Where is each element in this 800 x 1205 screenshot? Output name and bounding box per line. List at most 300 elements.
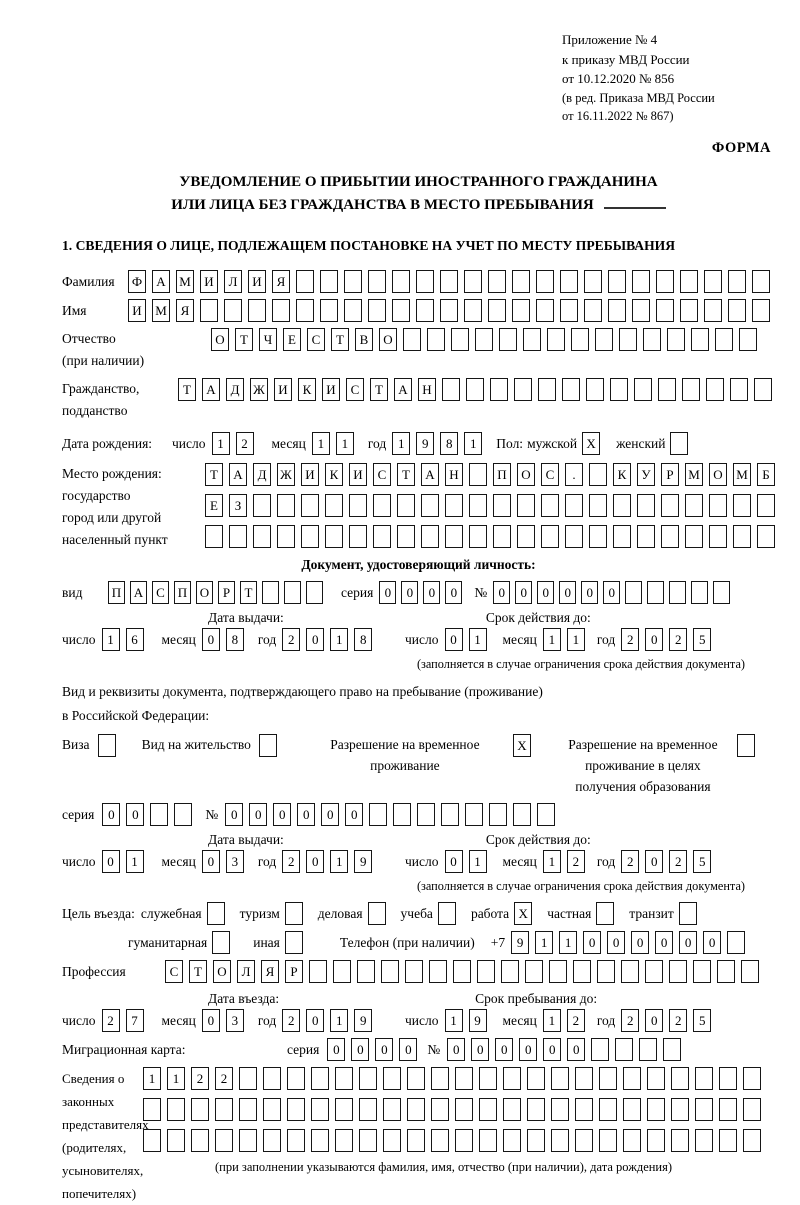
char-cell[interactable] (719, 1129, 737, 1152)
char-cell[interactable] (597, 960, 615, 983)
char-cell[interactable]: 2 (282, 850, 300, 873)
char-cell[interactable] (239, 1067, 257, 1090)
other-checkbox[interactable] (285, 931, 303, 954)
char-cell[interactable] (565, 494, 583, 517)
char-cell[interactable] (706, 378, 724, 401)
char-cell[interactable] (695, 1098, 713, 1121)
char-cell[interactable] (551, 1067, 569, 1090)
char-cell[interactable] (287, 1067, 305, 1090)
char-cell[interactable]: Т (331, 328, 349, 351)
char-cell[interactable]: 0 (225, 803, 243, 826)
char-cell[interactable]: И (301, 463, 319, 486)
char-cell[interactable] (575, 1098, 593, 1121)
char-cell[interactable]: 0 (655, 931, 673, 954)
char-cell[interactable]: 0 (703, 931, 721, 954)
char-cell[interactable]: 2 (282, 628, 300, 651)
char-cell[interactable] (368, 299, 386, 322)
char-cell[interactable]: 0 (351, 1038, 369, 1061)
char-cell[interactable] (191, 1129, 209, 1152)
char-cell[interactable]: И (200, 270, 218, 293)
char-cell[interactable] (695, 1129, 713, 1152)
char-cell[interactable] (421, 494, 439, 517)
study-checkbox[interactable] (438, 902, 456, 925)
char-cell[interactable] (405, 960, 423, 983)
char-cell[interactable] (527, 1129, 545, 1152)
char-cell[interactable]: 0 (559, 581, 576, 604)
char-cell[interactable]: Я (272, 270, 290, 293)
work-checkbox[interactable]: X (514, 902, 532, 925)
char-cell[interactable] (479, 1067, 497, 1090)
char-cell[interactable]: 1 (330, 1009, 348, 1032)
char-cell[interactable] (277, 525, 295, 548)
char-cell[interactable]: 0 (202, 850, 220, 873)
char-cell[interactable] (253, 525, 271, 548)
char-cell[interactable]: К (298, 378, 316, 401)
char-cell[interactable] (200, 299, 218, 322)
char-cell[interactable]: С (373, 463, 391, 486)
char-cell[interactable] (608, 270, 626, 293)
char-cell[interactable] (263, 1067, 281, 1090)
char-cell[interactable] (325, 525, 343, 548)
char-cell[interactable] (549, 960, 567, 983)
char-cell[interactable] (442, 378, 460, 401)
char-cell[interactable] (680, 270, 698, 293)
char-cell[interactable] (167, 1129, 185, 1152)
char-cell[interactable] (727, 931, 745, 954)
char-cell[interactable] (637, 525, 655, 548)
char-cell[interactable] (320, 270, 338, 293)
char-cell[interactable]: 2 (669, 628, 687, 651)
char-cell[interactable] (527, 1067, 545, 1090)
char-cell[interactable] (287, 1129, 305, 1152)
char-cell[interactable] (589, 463, 607, 486)
char-cell[interactable] (392, 270, 410, 293)
char-cell[interactable] (608, 299, 626, 322)
char-cell[interactable] (325, 494, 343, 517)
char-cell[interactable] (301, 494, 319, 517)
char-cell[interactable] (501, 960, 519, 983)
char-cell[interactable] (538, 378, 556, 401)
char-cell[interactable]: Я (261, 960, 279, 983)
char-cell[interactable] (634, 378, 652, 401)
char-cell[interactable] (599, 1098, 617, 1121)
char-cell[interactable]: Ф (128, 270, 146, 293)
char-cell[interactable]: 8 (354, 628, 372, 651)
char-cell[interactable] (440, 299, 458, 322)
commercial-checkbox[interactable] (368, 902, 386, 925)
char-cell[interactable] (453, 960, 471, 983)
char-cell[interactable] (397, 525, 415, 548)
char-cell[interactable]: 5 (693, 1009, 711, 1032)
char-cell[interactable] (613, 494, 631, 517)
char-cell[interactable] (632, 270, 650, 293)
char-cell[interactable] (469, 525, 487, 548)
char-cell[interactable] (464, 270, 482, 293)
char-cell[interactable] (757, 494, 775, 517)
char-cell[interactable] (284, 581, 301, 604)
private-checkbox[interactable] (596, 902, 614, 925)
char-cell[interactable]: М (176, 270, 194, 293)
char-cell[interactable] (427, 328, 445, 351)
char-cell[interactable] (445, 494, 463, 517)
char-cell[interactable]: 0 (423, 581, 440, 604)
char-cell[interactable] (537, 803, 555, 826)
char-cell[interactable] (547, 328, 565, 351)
char-cell[interactable]: 1 (535, 931, 553, 954)
char-cell[interactable] (733, 494, 751, 517)
char-cell[interactable]: 1 (567, 628, 585, 651)
char-cell[interactable]: Л (224, 270, 242, 293)
char-cell[interactable] (239, 1098, 257, 1121)
char-cell[interactable]: 0 (445, 581, 462, 604)
char-cell[interactable] (719, 1067, 737, 1090)
char-cell[interactable]: О (709, 463, 727, 486)
char-cell[interactable] (359, 1067, 377, 1090)
char-cell[interactable]: А (421, 463, 439, 486)
char-cell[interactable] (685, 525, 703, 548)
char-cell[interactable] (709, 525, 727, 548)
char-cell[interactable] (373, 525, 391, 548)
char-cell[interactable]: 2 (669, 850, 687, 873)
char-cell[interactable] (551, 1098, 569, 1121)
char-cell[interactable] (451, 328, 469, 351)
char-cell[interactable] (469, 494, 487, 517)
char-cell[interactable]: 2 (621, 1009, 639, 1032)
char-cell[interactable]: Ж (250, 378, 268, 401)
char-cell[interactable]: Т (189, 960, 207, 983)
char-cell[interactable] (589, 494, 607, 517)
char-cell[interactable] (445, 525, 463, 548)
char-cell[interactable]: 1 (126, 850, 144, 873)
char-cell[interactable]: В (355, 328, 373, 351)
char-cell[interactable] (743, 1129, 761, 1152)
char-cell[interactable] (647, 1098, 665, 1121)
char-cell[interactable]: Т (235, 328, 253, 351)
char-cell[interactable] (647, 1129, 665, 1152)
char-cell[interactable]: 0 (321, 803, 339, 826)
char-cell[interactable] (586, 378, 604, 401)
char-cell[interactable] (661, 525, 679, 548)
char-cell[interactable] (191, 1098, 209, 1121)
char-cell[interactable] (417, 803, 435, 826)
char-cell[interactable] (479, 1129, 497, 1152)
char-cell[interactable]: 7 (126, 1009, 144, 1032)
char-cell[interactable]: 1 (543, 850, 561, 873)
char-cell[interactable]: Т (397, 463, 415, 486)
char-cell[interactable] (263, 1098, 281, 1121)
business-checkbox[interactable] (207, 902, 225, 925)
char-cell[interactable]: 2 (102, 1009, 120, 1032)
char-cell[interactable] (311, 1129, 329, 1152)
sex-female-checkbox[interactable] (670, 432, 688, 455)
char-cell[interactable]: 5 (693, 850, 711, 873)
char-cell[interactable] (523, 328, 541, 351)
char-cell[interactable] (296, 299, 314, 322)
char-cell[interactable] (403, 328, 421, 351)
char-cell[interactable] (296, 270, 314, 293)
char-cell[interactable] (393, 803, 411, 826)
char-cell[interactable] (287, 1098, 305, 1121)
char-cell[interactable] (615, 1038, 633, 1061)
char-cell[interactable] (262, 581, 279, 604)
char-cell[interactable] (671, 1129, 689, 1152)
char-cell[interactable]: Р (285, 960, 303, 983)
char-cell[interactable]: 0 (447, 1038, 465, 1061)
char-cell[interactable]: 1 (330, 850, 348, 873)
temp-residence-checkbox[interactable]: X (513, 734, 531, 757)
char-cell[interactable]: З (229, 494, 247, 517)
char-cell[interactable] (333, 960, 351, 983)
char-cell[interactable]: . (565, 463, 583, 486)
char-cell[interactable]: 3 (226, 850, 244, 873)
char-cell[interactable]: 2 (236, 432, 254, 455)
char-cell[interactable] (743, 1067, 761, 1090)
char-cell[interactable] (599, 1067, 617, 1090)
char-cell[interactable]: И (349, 463, 367, 486)
char-cell[interactable] (263, 1129, 281, 1152)
char-cell[interactable] (239, 1129, 257, 1152)
char-cell[interactable]: 0 (445, 628, 463, 651)
char-cell[interactable] (717, 960, 735, 983)
char-cell[interactable] (320, 299, 338, 322)
char-cell[interactable]: 0 (126, 803, 144, 826)
char-cell[interactable]: 1 (167, 1067, 185, 1090)
char-cell[interactable] (309, 960, 327, 983)
char-cell[interactable] (373, 494, 391, 517)
char-cell[interactable] (733, 525, 751, 548)
char-cell[interactable]: 2 (191, 1067, 209, 1090)
char-cell[interactable]: 1 (559, 931, 577, 954)
char-cell[interactable] (695, 1067, 713, 1090)
sex-male-checkbox[interactable]: X (582, 432, 600, 455)
char-cell[interactable]: 0 (102, 803, 120, 826)
char-cell[interactable] (421, 525, 439, 548)
char-cell[interactable]: 1 (312, 432, 330, 455)
char-cell[interactable] (512, 299, 530, 322)
char-cell[interactable] (272, 299, 290, 322)
char-cell[interactable] (475, 328, 493, 351)
char-cell[interactable]: Т (205, 463, 223, 486)
char-cell[interactable]: 0 (645, 850, 663, 873)
char-cell[interactable] (477, 960, 495, 983)
char-cell[interactable]: 0 (607, 931, 625, 954)
char-cell[interactable]: О (211, 328, 229, 351)
char-cell[interactable] (416, 270, 434, 293)
char-cell[interactable]: С (152, 581, 169, 604)
char-cell[interactable] (685, 494, 703, 517)
char-cell[interactable]: 0 (273, 803, 291, 826)
char-cell[interactable]: 9 (354, 1009, 372, 1032)
char-cell[interactable] (584, 270, 602, 293)
char-cell[interactable] (464, 299, 482, 322)
char-cell[interactable]: 1 (543, 628, 561, 651)
char-cell[interactable]: 6 (126, 628, 144, 651)
char-cell[interactable] (757, 525, 775, 548)
char-cell[interactable] (357, 960, 375, 983)
char-cell[interactable] (167, 1098, 185, 1121)
char-cell[interactable] (560, 270, 578, 293)
transit-checkbox[interactable] (679, 902, 697, 925)
char-cell[interactable] (455, 1098, 473, 1121)
char-cell[interactable] (565, 525, 583, 548)
char-cell[interactable]: 1 (469, 850, 487, 873)
char-cell[interactable] (429, 960, 447, 983)
char-cell[interactable] (466, 378, 484, 401)
char-cell[interactable]: 0 (306, 1009, 324, 1032)
char-cell[interactable]: 0 (519, 1038, 537, 1061)
char-cell[interactable]: А (229, 463, 247, 486)
char-cell[interactable] (741, 960, 759, 983)
char-cell[interactable] (669, 960, 687, 983)
char-cell[interactable] (431, 1067, 449, 1090)
char-cell[interactable] (541, 525, 559, 548)
char-cell[interactable]: С (165, 960, 183, 983)
char-cell[interactable]: 0 (471, 1038, 489, 1061)
char-cell[interactable]: Т (240, 581, 257, 604)
char-cell[interactable]: 2 (567, 850, 585, 873)
char-cell[interactable] (625, 581, 642, 604)
char-cell[interactable]: Н (445, 463, 463, 486)
char-cell[interactable]: Д (253, 463, 271, 486)
char-cell[interactable]: Е (205, 494, 223, 517)
char-cell[interactable] (752, 270, 770, 293)
char-cell[interactable]: К (613, 463, 631, 486)
char-cell[interactable]: 0 (645, 1009, 663, 1032)
char-cell[interactable] (541, 494, 559, 517)
char-cell[interactable]: 9 (511, 931, 529, 954)
char-cell[interactable] (143, 1098, 161, 1121)
char-cell[interactable]: А (130, 581, 147, 604)
char-cell[interactable]: С (307, 328, 325, 351)
char-cell[interactable]: 0 (297, 803, 315, 826)
char-cell[interactable] (525, 960, 543, 983)
char-cell[interactable] (551, 1129, 569, 1152)
char-cell[interactable]: 9 (469, 1009, 487, 1032)
char-cell[interactable] (536, 270, 554, 293)
char-cell[interactable] (584, 299, 602, 322)
char-cell[interactable]: 0 (375, 1038, 393, 1061)
char-cell[interactable]: 1 (330, 628, 348, 651)
char-cell[interactable] (455, 1067, 473, 1090)
char-cell[interactable]: Л (237, 960, 255, 983)
char-cell[interactable]: О (196, 581, 213, 604)
char-cell[interactable]: 0 (583, 931, 601, 954)
char-cell[interactable] (344, 299, 362, 322)
char-cell[interactable]: 0 (679, 931, 697, 954)
char-cell[interactable] (503, 1098, 521, 1121)
char-cell[interactable] (381, 960, 399, 983)
char-cell[interactable]: С (541, 463, 559, 486)
char-cell[interactable] (691, 328, 709, 351)
char-cell[interactable]: 0 (345, 803, 363, 826)
char-cell[interactable] (656, 270, 674, 293)
char-cell[interactable] (469, 463, 487, 486)
char-cell[interactable]: Я (176, 299, 194, 322)
char-cell[interactable] (647, 1067, 665, 1090)
char-cell[interactable] (752, 299, 770, 322)
char-cell[interactable]: 0 (543, 1038, 561, 1061)
char-cell[interactable]: С (346, 378, 364, 401)
char-cell[interactable]: Ч (259, 328, 277, 351)
char-cell[interactable]: 1 (143, 1067, 161, 1090)
char-cell[interactable] (671, 1098, 689, 1121)
char-cell[interactable] (301, 525, 319, 548)
char-cell[interactable] (493, 494, 511, 517)
char-cell[interactable]: 2 (567, 1009, 585, 1032)
char-cell[interactable]: И (128, 299, 146, 322)
char-cell[interactable]: И (322, 378, 340, 401)
char-cell[interactable] (715, 328, 733, 351)
char-cell[interactable] (465, 803, 483, 826)
char-cell[interactable] (383, 1129, 401, 1152)
char-cell[interactable] (667, 328, 685, 351)
char-cell[interactable]: Д (226, 378, 244, 401)
char-cell[interactable]: 8 (440, 432, 458, 455)
char-cell[interactable] (632, 299, 650, 322)
char-cell[interactable]: 0 (202, 1009, 220, 1032)
char-cell[interactable] (150, 803, 168, 826)
char-cell[interactable] (536, 299, 554, 322)
char-cell[interactable] (595, 328, 613, 351)
char-cell[interactable] (431, 1129, 449, 1152)
char-cell[interactable] (575, 1129, 593, 1152)
char-cell[interactable] (407, 1067, 425, 1090)
char-cell[interactable] (658, 378, 676, 401)
char-cell[interactable] (493, 525, 511, 548)
char-cell[interactable] (610, 378, 628, 401)
char-cell[interactable] (728, 299, 746, 322)
char-cell[interactable]: Е (283, 328, 301, 351)
char-cell[interactable]: А (152, 270, 170, 293)
char-cell[interactable] (306, 581, 323, 604)
char-cell[interactable]: 2 (669, 1009, 687, 1032)
char-cell[interactable] (455, 1129, 473, 1152)
char-cell[interactable] (383, 1067, 401, 1090)
char-cell[interactable] (573, 960, 591, 983)
char-cell[interactable] (682, 378, 700, 401)
char-cell[interactable] (407, 1098, 425, 1121)
char-cell[interactable]: 0 (327, 1038, 345, 1061)
char-cell[interactable]: 5 (693, 628, 711, 651)
char-cell[interactable]: О (213, 960, 231, 983)
char-cell[interactable]: 0 (567, 1038, 585, 1061)
char-cell[interactable] (671, 1067, 689, 1090)
char-cell[interactable]: 0 (603, 581, 620, 604)
char-cell[interactable] (571, 328, 589, 351)
char-cell[interactable]: 0 (249, 803, 267, 826)
char-cell[interactable]: Т (178, 378, 196, 401)
char-cell[interactable] (656, 299, 674, 322)
char-cell[interactable] (643, 328, 661, 351)
char-cell[interactable]: Р (661, 463, 679, 486)
char-cell[interactable]: 1 (336, 432, 354, 455)
char-cell[interactable]: 0 (379, 581, 396, 604)
char-cell[interactable] (527, 1098, 545, 1121)
char-cell[interactable]: О (379, 328, 397, 351)
char-cell[interactable] (613, 525, 631, 548)
char-cell[interactable] (512, 270, 530, 293)
char-cell[interactable]: П (174, 581, 191, 604)
char-cell[interactable] (728, 270, 746, 293)
char-cell[interactable]: 0 (537, 581, 554, 604)
char-cell[interactable]: 9 (354, 850, 372, 873)
char-cell[interactable] (205, 525, 223, 548)
char-cell[interactable] (560, 299, 578, 322)
char-cell[interactable] (562, 378, 580, 401)
char-cell[interactable]: Р (218, 581, 235, 604)
char-cell[interactable] (503, 1129, 521, 1152)
char-cell[interactable]: 1 (212, 432, 230, 455)
